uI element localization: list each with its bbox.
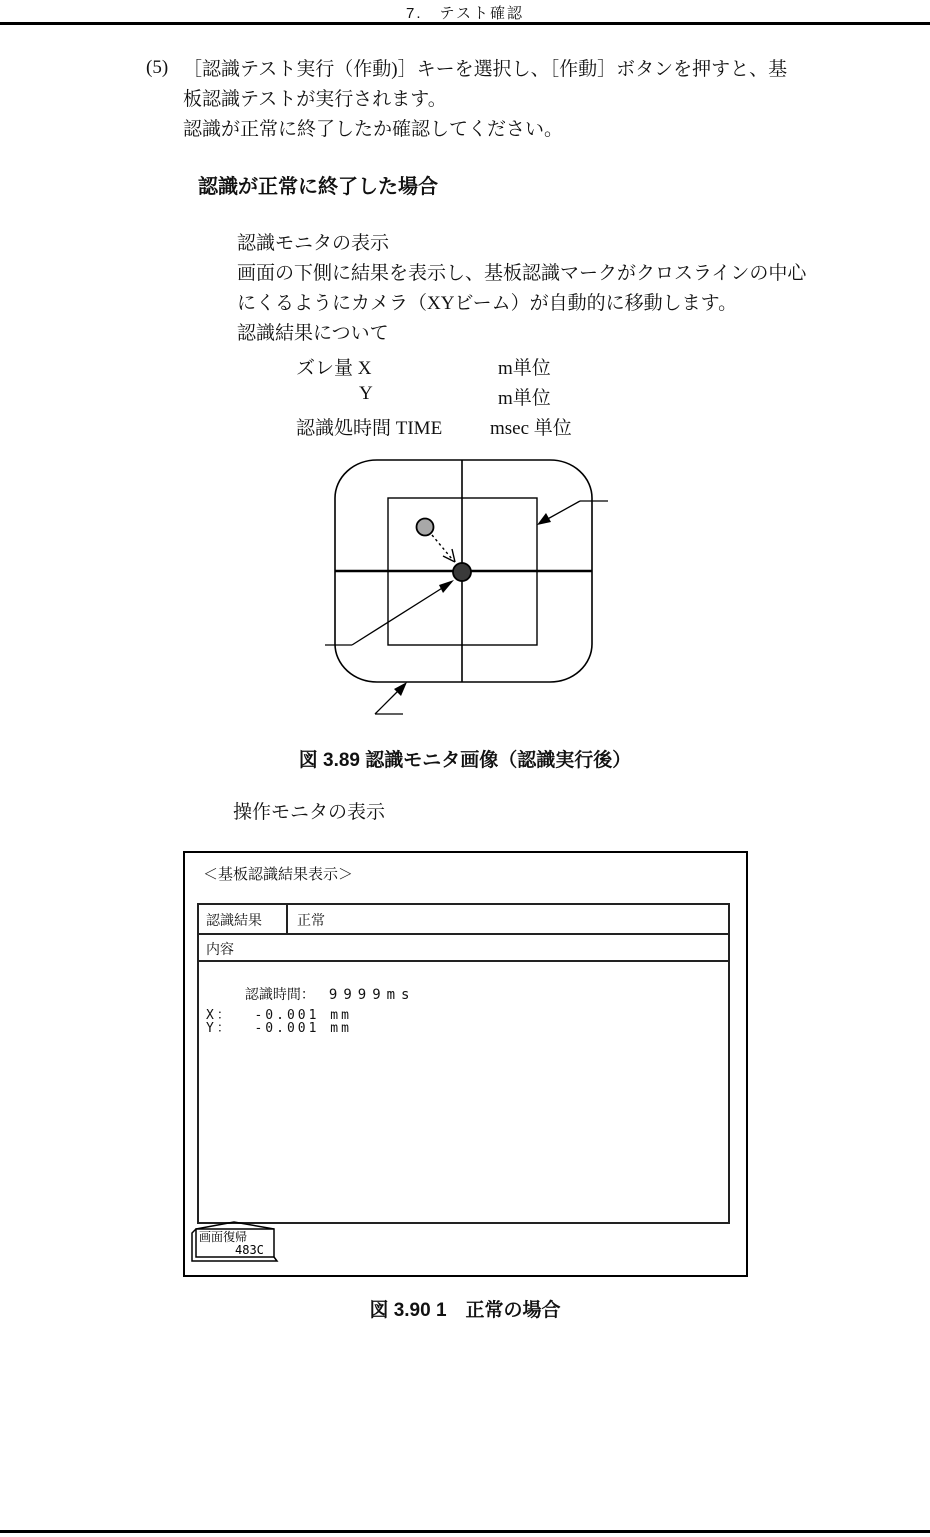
button-label: 画面復帰 bbox=[199, 1230, 248, 1244]
screen-leader-arrow bbox=[375, 682, 407, 714]
keycap-roof bbox=[196, 1222, 274, 1229]
time-value: 9999ms bbox=[328, 987, 416, 1003]
description-line: 認識モニタの表示 bbox=[237, 233, 390, 254]
spec-unit: msec 単位 bbox=[490, 418, 572, 439]
para5-line: ［認識テスト実行（作動)］キーを選択し、［作動］ボタンを押すと、基 bbox=[183, 59, 788, 80]
mark-after-circle bbox=[453, 563, 471, 581]
success-case-heading: 認識が正常に終了した場合 bbox=[198, 176, 438, 198]
spec-label: Y bbox=[359, 383, 373, 404]
detail-area bbox=[199, 962, 728, 1222]
screen-return-button[interactable] bbox=[191, 1220, 283, 1264]
recognition-monitor-diagram bbox=[315, 450, 615, 725]
x-offset-line: X： -0.001 mm bbox=[206, 1008, 352, 1023]
monitor-description bbox=[237, 229, 806, 349]
result-spec bbox=[296, 353, 616, 443]
y-offset-line: Y： -0.001 mm bbox=[206, 1021, 352, 1036]
para5-line: 板認識テストが実行されます。 bbox=[183, 89, 447, 110]
para5-line: 認識が正常に終了したか確認してください。 bbox=[183, 119, 564, 140]
result-table bbox=[197, 903, 730, 1224]
page-header-title: 7. テスト確認 bbox=[406, 5, 524, 22]
description-line: にくるようにカメラ（XYビーム）が自動的に移動します。 bbox=[237, 293, 738, 314]
spec-unit: m単位 bbox=[498, 388, 551, 409]
content-label-cell: 内容 bbox=[199, 935, 728, 962]
fig-3-89-caption: 図 3.89 認識モニタ画像（認識実行後） bbox=[298, 750, 632, 771]
result-value-cell: 正常 bbox=[297, 912, 325, 928]
spec-row bbox=[296, 383, 616, 413]
paragraph-5 bbox=[183, 55, 787, 145]
operation-monitor-label: 操作モニタの表示 bbox=[233, 802, 386, 823]
spec-row bbox=[296, 413, 616, 443]
mark-before-circle bbox=[417, 519, 434, 536]
panel-title: ＜基板認識結果表示＞ bbox=[203, 866, 354, 883]
square-leader-arrow bbox=[537, 501, 608, 525]
description-line: 画面の下側に結果を表示し、基板認識マークがクロスラインの中心 bbox=[237, 263, 807, 284]
result-display-panel bbox=[183, 851, 748, 1277]
spec-label: 認識処時間 TIME bbox=[296, 418, 443, 439]
button-code: 483C bbox=[235, 1243, 264, 1257]
result-label-cell: 認識結果 bbox=[199, 905, 288, 933]
spec-label: ズレ量 X bbox=[296, 358, 372, 379]
result-row bbox=[199, 905, 728, 935]
mark-leader-arrow bbox=[325, 580, 454, 645]
spec-unit: m単位 bbox=[498, 358, 551, 379]
footer-rule bbox=[0, 1530, 930, 1533]
para5-marker: (5) bbox=[146, 57, 169, 78]
time-label: 認識時間： bbox=[244, 986, 315, 1002]
description-line: 認識結果について bbox=[237, 323, 389, 344]
header-rule bbox=[0, 22, 930, 25]
fig-3-90-caption: 図 3.90 1 正常の場合 bbox=[369, 1300, 561, 1321]
move-dotted-arrow bbox=[432, 535, 455, 562]
spec-row bbox=[296, 353, 616, 383]
